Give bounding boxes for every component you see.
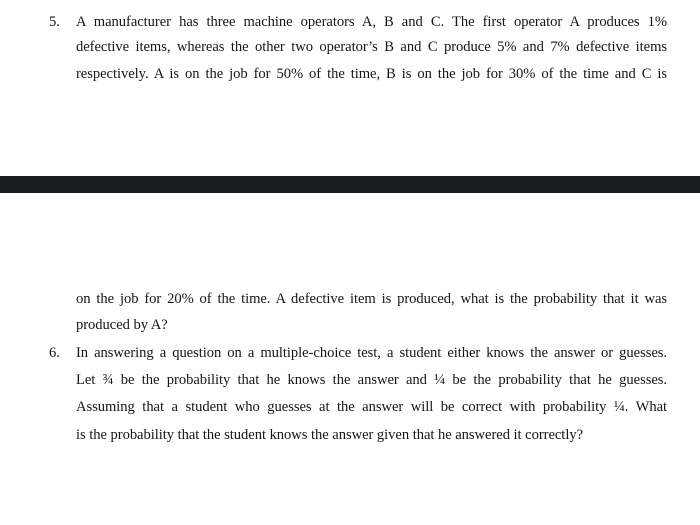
question-6-text-line: In answering a question on a multiple-choice test, a student either knows the answer or guesses. [76,345,667,361]
question-6-number: 6. [49,345,60,361]
question-5-line-5 [0,314,700,336]
question-5-text-line: produced by A? [76,317,168,333]
question-5-line-1 [0,11,700,33]
question-5-line-4 [0,288,700,310]
question-5-text-line: respectively. A is on the job for 50% of the time, B is on the job for 30% of the time and C is [76,66,667,82]
question-5-text-line: on the job for 20% of the time. A defective item is produced, what is the probability that it was [76,291,667,307]
question-6-text-line: Assuming that a student who guesses at the answer will be correct with probability ¼. What [76,399,667,415]
scan-divider-band [0,176,700,193]
question-5-number: 5. [49,14,60,30]
question-6-line-1 [0,342,700,364]
question-5-text-line: defective items, whereas the other two operator’s B and C produce 5% and 7% defective items [76,39,667,55]
question-6-line-2 [0,369,700,391]
question-6-text-line: is the probability that the student knows the answer given that he answered it correctly? [76,427,583,443]
question-6-line-4 [0,424,700,446]
question-5-line-2 [0,36,700,58]
question-5-line-3 [0,63,700,85]
question-6-text-line: Let ¾ be the probability that he knows the answer and ¼ be the probability that he guesses. [76,372,667,388]
question-6-line-3 [0,396,700,418]
question-5-text-line: A manufacturer has three machine operators A, B and C. The first operator A produces 1% [76,14,667,30]
